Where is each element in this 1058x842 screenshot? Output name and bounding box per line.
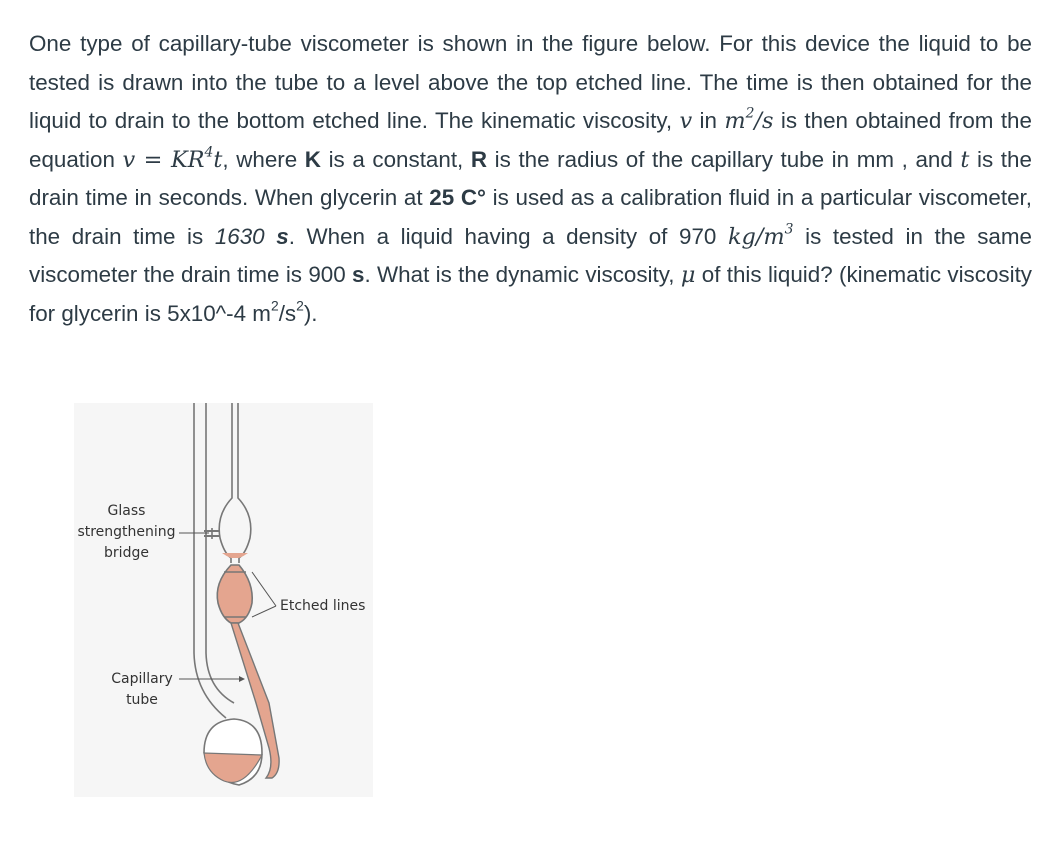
dens-units: kg/m xyxy=(727,223,785,250)
label-line: Glass xyxy=(107,503,146,519)
units-exp: 2 xyxy=(745,105,755,122)
label-glass-bridge xyxy=(74,501,179,564)
question-part: in xyxy=(699,108,717,133)
equation xyxy=(122,144,223,173)
glycerin-exp-2: 2 xyxy=(296,297,304,314)
question-part: . What is the dynamic viscosity, xyxy=(364,262,675,287)
label-line: strengthening xyxy=(77,524,176,540)
seconds-unit-2: s xyxy=(352,262,365,287)
k-symbol: K xyxy=(304,146,321,172)
units-m2s xyxy=(724,105,774,134)
question-part: is the drain time in seconds. When glycerin at xyxy=(29,146,1032,210)
question-part: ). xyxy=(303,300,318,326)
question-part: One type of capillary-tube viscometer is shown in the figure below. For this device the liquid to be tested is drawn into the tube to a level above the top etched line. The time is then obtained for the liquid to drain to the bottom etched line. The kinematic viscosity, xyxy=(29,31,1032,133)
label-line: Capillary xyxy=(111,671,173,687)
glycerin-exp-1: 2 xyxy=(270,297,279,314)
drain-time-1: 1630 xyxy=(214,223,265,249)
r-symbol: R xyxy=(470,146,488,172)
label-line: tube xyxy=(126,692,158,708)
question-part: is a constant, xyxy=(328,146,464,172)
question-part: is tested in the same viscometer the drain time is 900 xyxy=(29,223,1032,287)
label-line: bridge xyxy=(104,545,149,561)
dens-exp: 3 xyxy=(784,221,794,238)
question-part: is then obtained from the equation xyxy=(29,108,1032,172)
eq-exp: 4 xyxy=(204,144,214,161)
units-m: m xyxy=(724,108,746,134)
eq-lhs: v = xyxy=(122,146,163,173)
question-part: /s xyxy=(278,300,297,326)
label-capillary-tube xyxy=(102,669,182,711)
label-etched-lines: Etched lines xyxy=(280,598,366,614)
question-part: . When a liquid having a density of 970 xyxy=(288,223,717,249)
nu-symbol: v xyxy=(679,108,693,134)
eq-t: t xyxy=(213,146,223,173)
t-symbol: t xyxy=(960,146,970,173)
question-part: is the radius of the capillary tube in mm , and xyxy=(494,146,953,172)
units-s: /s xyxy=(754,108,774,134)
mu-symbol: μ xyxy=(680,262,696,288)
question-part: is used as a calibration fluid in a particular viscometer, the drain time is xyxy=(29,185,1032,249)
viscometer-figure xyxy=(74,403,373,797)
temperature: 25 C° xyxy=(429,185,486,210)
seconds-unit-1: s xyxy=(276,223,289,249)
question-part: , where xyxy=(222,146,298,172)
question-text xyxy=(29,25,1032,333)
question-part: of this liquid? (kinematic viscosity for glycerin is 5x10^-4 m xyxy=(29,262,1032,326)
eq-kr: KR xyxy=(170,146,205,173)
density-units xyxy=(727,221,794,250)
